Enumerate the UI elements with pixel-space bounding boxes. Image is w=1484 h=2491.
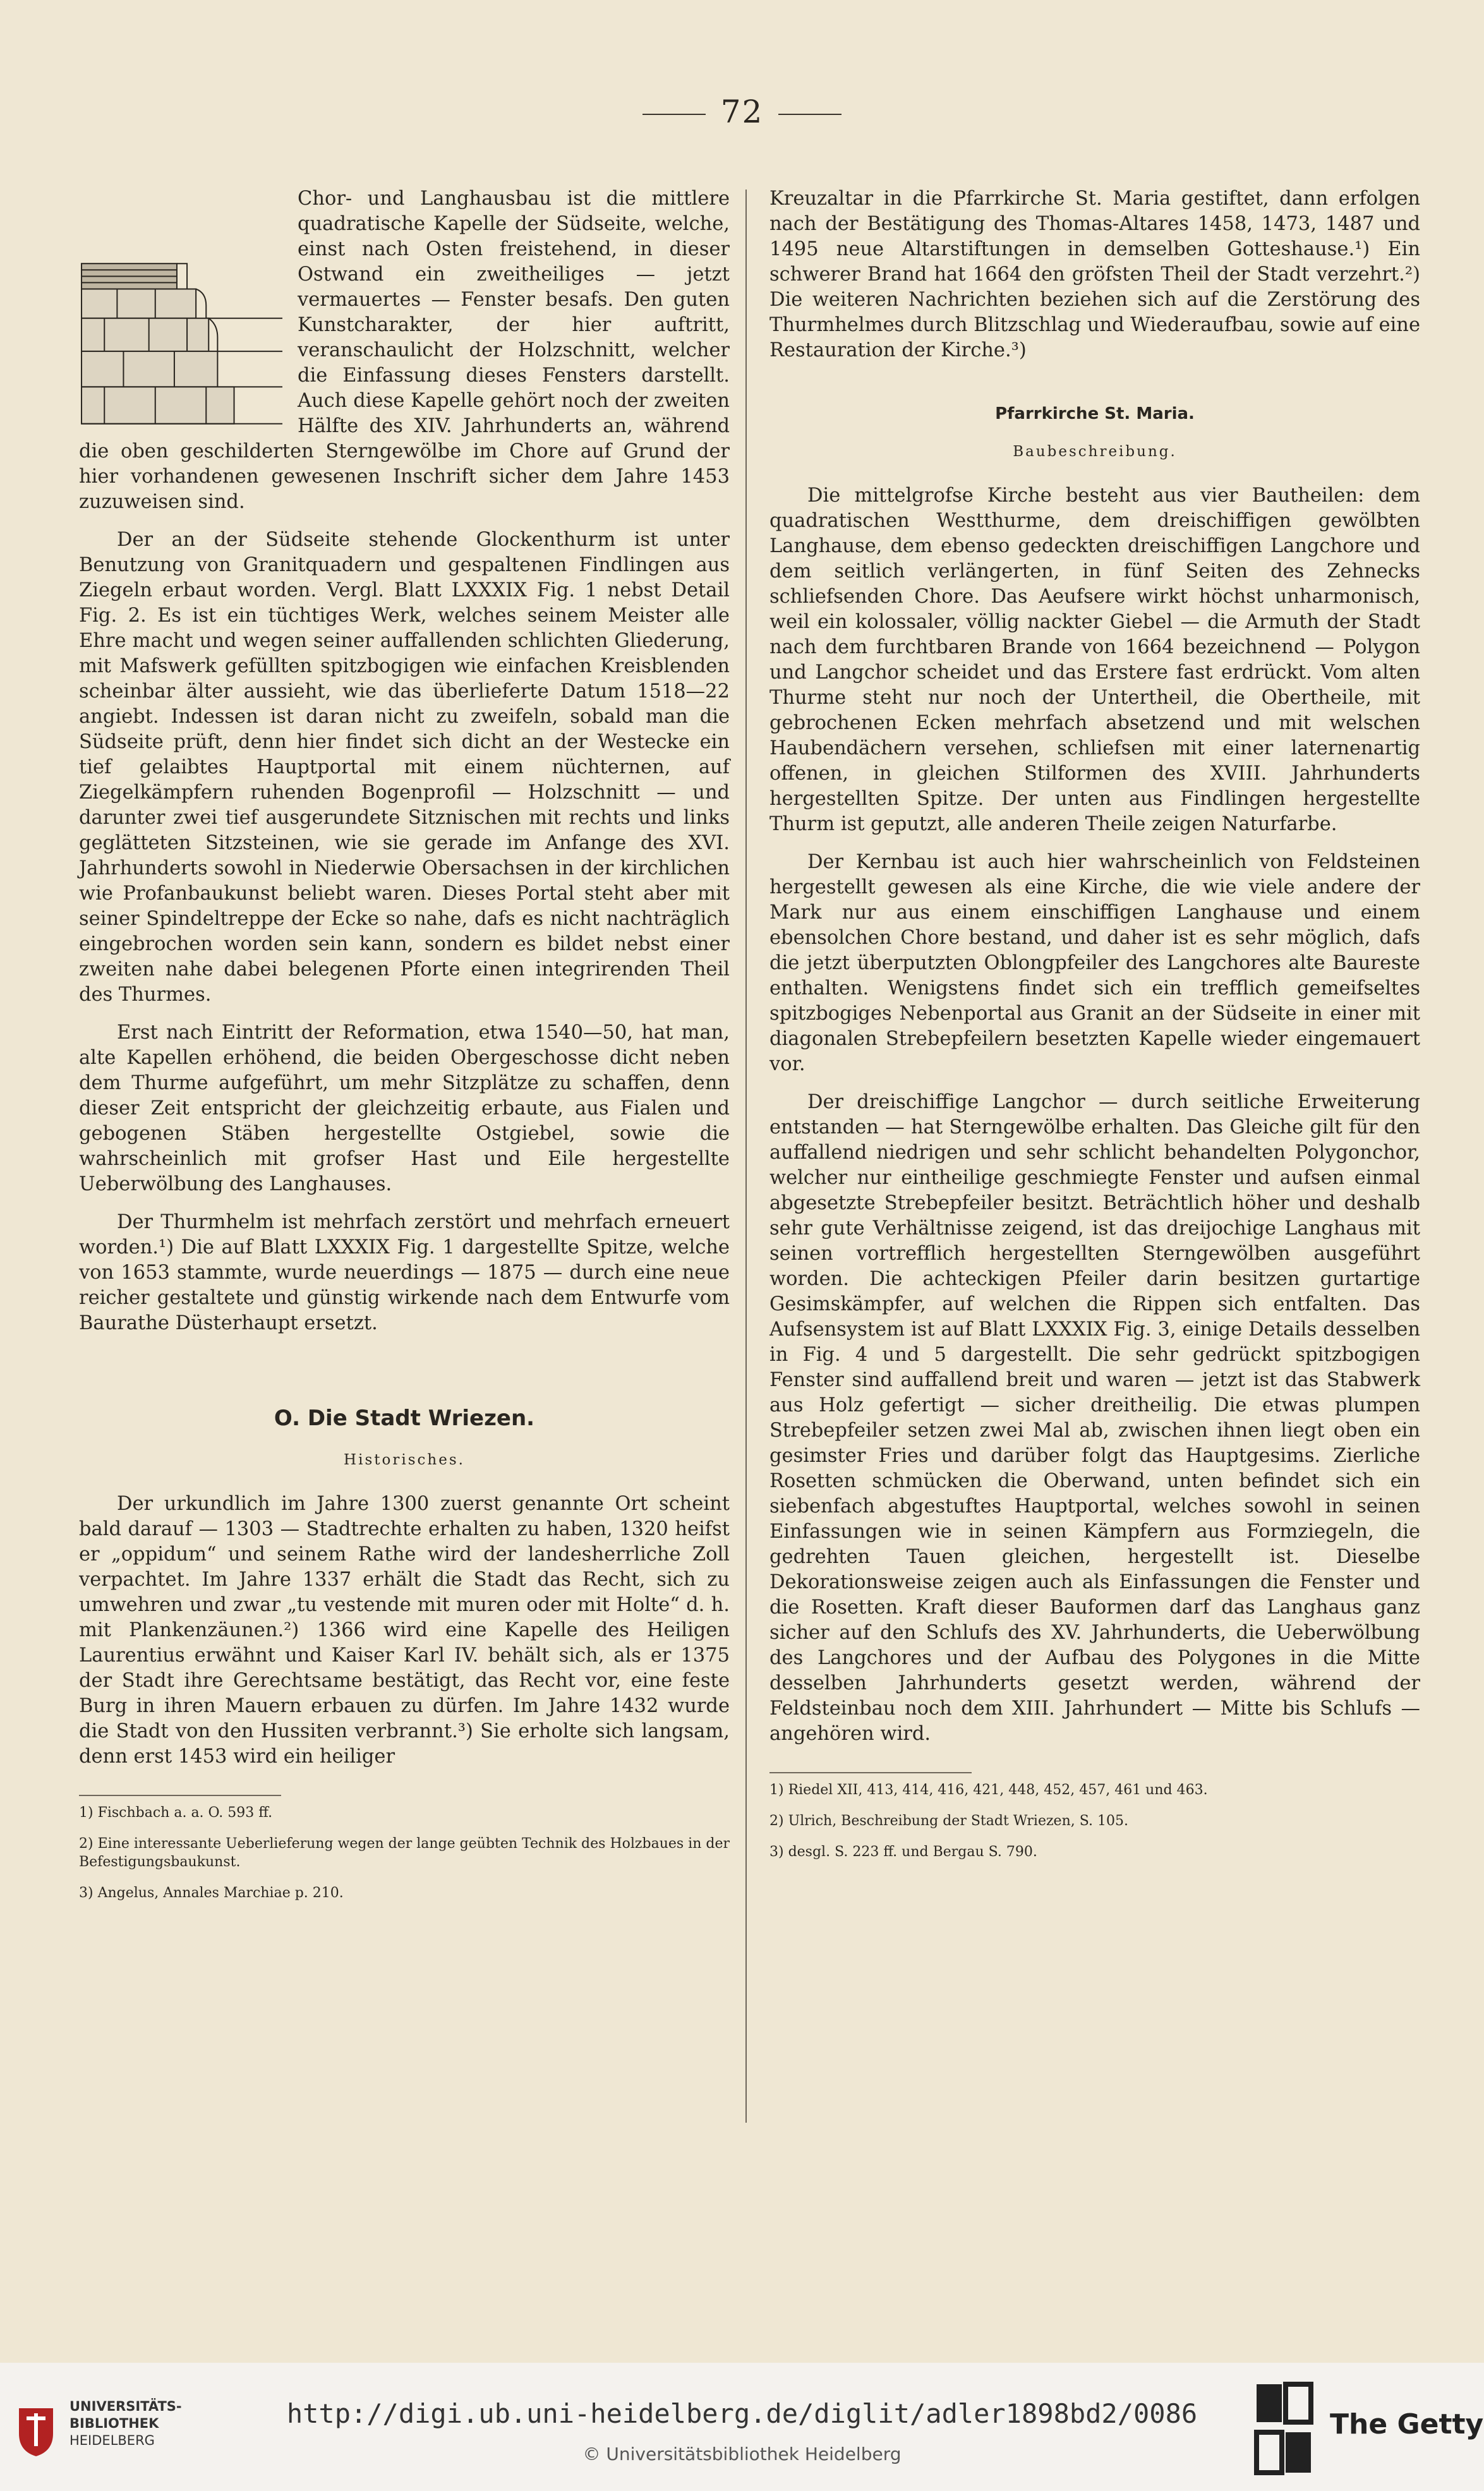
permalink-url[interactable]: http://digi.ub.uni-heidelberg.de/diglit/adler1898bd2/0086 <box>286 2398 1198 2429</box>
right-paragraph-2: Die mittelgrofse Kirche besteht aus vier Bautheilen: dem quadratischen Westthurme, dem dreischiffigen gewölbten Langhause, dem ebenso gedeckten dreischiffigen Langchore und dem seitlich verlängerten, in fünf Seiten des Zehnecks schliefsenden Chore. Das Aeufsere wirkt höchst unharmonisch, weil ein kolossaler, völlig nackter Giebel — die Armuth der Stadt nach dem furchtbaren Brande von 1664 bezeichnend — Polygon und Langchor scheidet und das Erstere fast erdrückt. Vom alten Thurme steht nur noch der Untertheil, die Obertheile, mit gebrochenen Ecken mehrfach absetzend und mit welschen Haubendächern versehen, schliefsen mit einer laternenartig offenen, in gleichen Stilformen des XVIII. Jahrhunderts hergestellten Spitze. Der unten aus Findlingen hergestellte Thurm ist geputzt, alle anderen Theile zeigen Naturfarbe. <box>769 485 1420 835</box>
window-profile-woodcut <box>79 261 282 426</box>
copyright-notice: © Universitätsbibliothek Heidelberg <box>582 2444 902 2464</box>
footnote-right-3: 3) desgl. S. 223 ff. und Bergau S. 790. <box>769 1844 1037 1860</box>
getty-wordmark: The Getty <box>1330 2408 1484 2440</box>
getty-logo-icon <box>1254 2382 1314 2476</box>
right-column <box>769 186 1420 1874</box>
right-paragraph-1: Kreuzaltar in die Pfarrkirche St. Maria gestiftet, dann erfolgen nach der Bestätigung des Thomas-Altares 1458, 1473, 1487 und 1495 neue Altarstiftungen in demselben Gotteshause.¹) Ein schwerer Brand hat 1664 den gröfsten Theil der Stadt verzehrt.²) Die weiteren Nachrichten beziehen sich auf die Zerstörung des Thurmhelmes durch Blitzschlag und Wiederaufbau, sowie auf eine Restauration der Kirche.³) <box>769 188 1420 361</box>
footnote-right-1: 1) Riedel XII, 413, 414, 416, 421, 448, 452, 457, 461 und 463. <box>769 1782 1208 1798</box>
left-paragraph-5: Der urkundlich im Jahre 1300 zuerst genannte Ort scheint bald darauf — 1303 — Stadtrechte erhalten zu haben, 1320 heifst er „oppidum“ und seinem Rathe wird der landesherrliche Zoll verpachtet. Im Jahre 1337 erhält die Stadt das Recht, sich zu umwehren und zwar „tu vestende mit muren oder mit Holte“ d. h. mit Plankenzäunen.²) 1366 wird eine Kapelle des Heiligen Laurentius erwähnt und Kaiser Karl IV. behält sich, als er 1375 der Stadt ihre Gerechtsame bestätigt, das Recht vor, eine feste Burg in ihren Mauern erbauen zu dürfen. Im Jahre 1432 wurde die Stadt von den Hussiten verbrannt.³) Sie erholte sich langsam, denn erst 1453 wird ein heiliger <box>79 1493 730 1768</box>
section-heading-wriezen: O. Die Stadt Wriezen. <box>274 1406 535 1431</box>
page-number: 72 <box>0 93 1484 130</box>
library-name: UNIVERSITÄTS- BIBLIOTHEK HEIDELBERG <box>69 2399 182 2448</box>
viewer-footer <box>0 2363 1484 2491</box>
footnote-left-1: 1) Fischbach a. a. O. 593 ff. <box>79 1805 273 1821</box>
column-divider <box>745 190 747 2123</box>
left-paragraph-4: Der Thurmhelm ist mehrfach zerstört und mehrfach erneuert worden.¹) Die auf Blatt LXXXIX Fig. 1 dargestellte Spitze, welche von 1653 stammte, wurde neuerdings — 1875 — durch eine neue reicher gestaltete und günstig wirkende nach dem Entwurfe vom Baurathe Düsterhaupt ersetzt. <box>79 1211 730 1334</box>
left-paragraph-3: Erst nach Eintritt der Reformation, etwa 1540—50, hat man, alte Kapellen erhöhend, die beiden Obergeschosse dicht neben dem Thurme aufgeführt, um mehr Sitzplätze zu schaffen, denn dieser Zeit entspricht der gleichzeitig erbaute, aus Fialen und gebogenen Stäben hergestellte Ostgiebel, sowie die wahrscheinlich mit grofser Hast und Eile hergestellte Ueberwölbung des Langhauses. <box>79 1022 730 1195</box>
right-paragraph-3: Der Kernbau ist auch hier wahrscheinlich von Feldsteinen hergestellt gewesen als eine Kirche, die wie viele andere der Mark nur aus einem einschiffigen Langhause und einem ebensolchen Chore bestand, und daher ist es sehr möglich, dafs die jetzt überputzten Oblongpfeiler des Langchores alte Baureste enthalten. Wenigstens findet sich ein trefflich gemeifseltes spitzbogiges Nebenportal aus Granit an der Südseite in einer mit diagonalen Strebepfeilern besetzten Kapelle wieder eingemauert vor. <box>769 851 1420 1075</box>
footnote-left-2: 2) Eine interessante Ueberlieferung wegen der lange geübten Technik des Holzbaues in der Befestigungsbaukunst. <box>79 1836 730 1870</box>
footnote-rule-left <box>79 1795 281 1796</box>
left-column <box>79 186 730 1915</box>
right-paragraph-4: Der dreischiffige Langchor — durch seitliche Erweiterung entstanden — hat Sterngewölbe erhalten. Das Gleiche gilt für den auffallend niedrigen und sehr schlicht behandelten Polygonchor, welcher nur eintheilige geschmiegte Fenster und aufsen einmal abgesetzte Strebepfeiler besitzt. Beträchtlich höher und deshalb sehr gute Verhältnisse zeigend, ist das dreijochige Langhaus mit seinen vortrefflich hergestellten Sterngewölben ausgeführt worden. Die achteckigen Pfeiler darin besitzen gurtartige Gesimskämpfer, auf welchen die Rippen sich entfalten. Das Aufsensystem ist auf Blatt LXXXIX Fig. 3, einige Details desselben in Fig. 4 und 5 dargestellt. Die sehr gedrückt spitzbogigen Fenster sind auffallend breit und waren — jetzt ist das Stabwerk aus Holz gefertigt — sicher dreitheilig. Die etwas plumpen Strebepfeiler setzen zwei Mal ab, zwischen ihnen liegt oben ein gesimster Fries und darüber folgt das Hauptgesims. Zierliche Rosetten schmücken die Oberwand, unten befindet sich ein siebenfach abgestuftes Hauptportal, welches sowohl in seinen Einfassungen wie in seinen Kämpfern aus Formziegeln, die gedrehten Tauen gleichen, hergestellt ist. Dieselbe Dekorationsweise zeigen auch als Einfassungen die Fenster und die Rosetten. Kraft dieser Bauformen darf das Langhaus ganz sicher auf den Schlufs des XV. Jahrhunderts, die Ueberwölbung des Langchores und der Aufbau des Polygones in die Mitte desselben Jahrhunderts gesetzt werden, während der Feldsteinbau noch dem XIII. Jahrhundert — Mitte bis Schlufs — angehören wird. <box>769 1091 1420 1745</box>
section-heading-pfarrkirche: Pfarrkirche St. Maria. <box>995 404 1195 423</box>
left-paragraph-2: Der an der Südseite stehende Glockenthurm ist unter Benutzung von Granitquadern und gespaltenen Findlingen aus Ziegeln erbaut worden. Vergl. Blatt LXXXIX Fig. 1 nebst Detail Fig. 2. Es ist ein tüchtiges Werk, welches seinem Meister alle Ehre macht und wegen seiner auffallenden schlichten Gliederung, mit Mafswerk gefüllten spitzbogigen wie einfachen Kreisblenden scheinbar älter aussieht, wie das überlieferte Datum 1518—22 angiebt. Indessen ist daran nicht zu zweifeln, sobald man die Südseite prüft, denn hier findet sich dicht an der Westecke ein tief gelaibtes Hauptportal mit einem nüchternen, auf Ziegelkämpfern ruhenden Bogenprofil — Holzschnitt — und darunter zwei tief ausgerundete Sitznischen mit rechts und links geglätteten Sitzsteinen, wie sie gerade im Anfange des XVI. Jahrhunderts sowohl in Niederwie Obersachsen in der kirchlichen wie Profanbaukunst beliebt waren. Dieses Portal steht aber mit seiner Spindeltreppe der Ecke so nahe, dafs es nicht nachträglich eingebrochen worden sein kann, sondern es bildet nebst einer zweiten nahe dabei belegenen Pforte einen integrirenden Theil des Thurmes. <box>79 529 730 1006</box>
footnote-right-2: 2) Ulrich, Beschreibung der Stadt Wriezen, S. 105. <box>769 1813 1128 1829</box>
left-paragraph-1: Chor- und Langhausbau ist die mittlere quadratische Kapelle der Südseite, welche, einst nach Osten freistehend, in dieser Ostwand ein zweitheiliges — jetzt vermauertes — Fenster besafs. Den guten Kunstcharakter, der hier auftritt, veranschaulicht der Holzschnitt, welcher die Einfassung dieses Fensters darstellt. Auch diese Kapelle gehört noch der zweiten Hälfte des XIV. Jahrhunderts an, während die oben geschilderten Sterngewölbe im Chore auf Grund der hier vorhandenen gewesenen Inschrift sicher dem Jahre 1453 zuzuweisen sind. <box>79 188 730 513</box>
footnote-rule-right <box>769 1772 972 1773</box>
section-subheading-historisches: Historisches. <box>344 1452 465 1468</box>
footnote-left-3: 3) Angelus, Annales Marchiae p. 210. <box>79 1885 344 1901</box>
section-subheading-baubeschreibung: Baubeschreibung. <box>1013 443 1177 460</box>
